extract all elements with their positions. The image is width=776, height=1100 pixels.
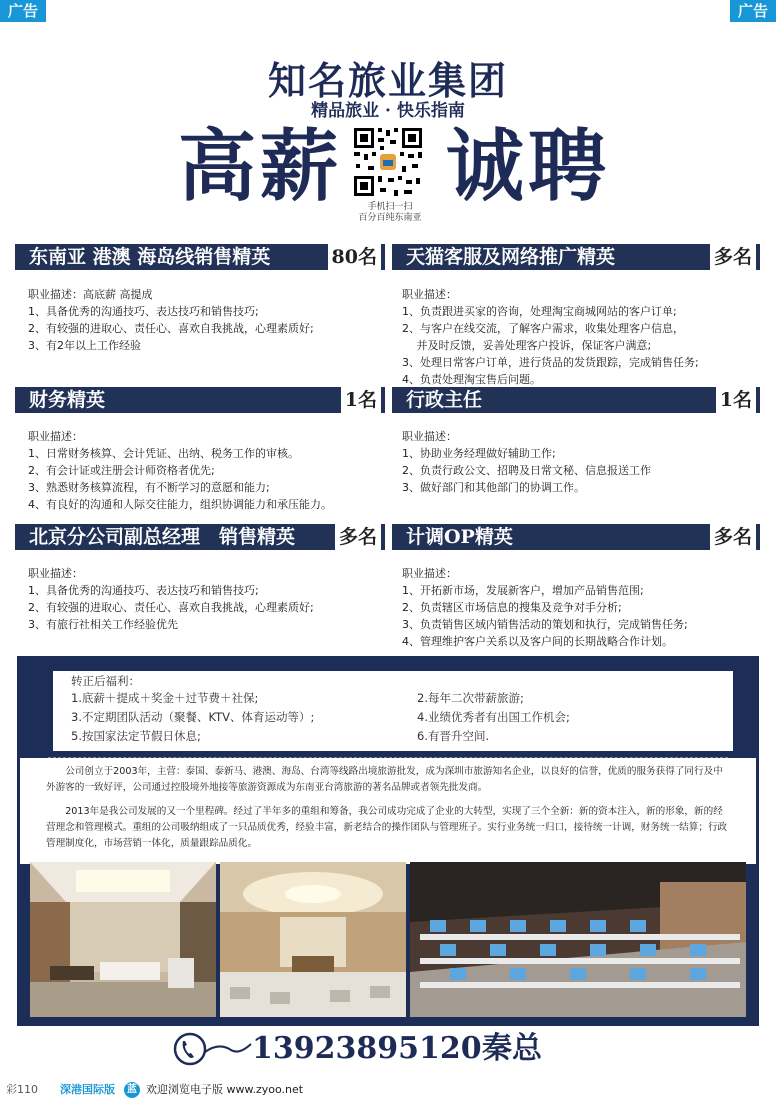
benefit-item: 6.有晋升空间. — [417, 729, 490, 743]
benefit-item: 5.按国家法定节假日休息; — [71, 729, 201, 743]
edition-label: 深港国际版 — [60, 1083, 115, 1096]
page-number: 彩110 — [6, 1083, 38, 1096]
job-bar-finance — [15, 387, 385, 413]
desc-line: 职业描述： — [28, 567, 83, 580]
job-count: 1名 — [716, 387, 756, 413]
job-title: 财务精英 — [29, 389, 106, 411]
desc-line: 2、与客户在线交流，了解客户需求，收集处理客户信息， — [402, 322, 684, 335]
job-desc-beijing-vp — [28, 565, 388, 633]
desc-line: 职业描述： — [402, 567, 457, 580]
desc-line: 职业描述： — [402, 288, 457, 301]
desc-line: 并及时反馈，妥善处理客户投诉，保证客户满意; — [402, 339, 652, 352]
contact-name: 秦总 — [482, 1031, 542, 1066]
desc-line: 2、有较强的进取心、责任心、喜欢自我挑战，心理素质好; — [28, 601, 314, 614]
phone-number[interactable]: 13923895120 — [252, 1031, 482, 1066]
benefits-box — [53, 671, 733, 751]
desc-line: 1、具备优秀的沟通技巧、表达技巧和销售技巧; — [28, 584, 259, 597]
job-count: 多名 — [710, 524, 756, 550]
job-count: 多名 — [335, 524, 381, 550]
phone-icon — [172, 1032, 212, 1066]
job-title: 天猫客服及网络推广精英 — [406, 246, 616, 268]
qr-code-icon[interactable] — [352, 126, 424, 198]
desc-line: 2、有较强的进取心、责任心、喜欢自我挑战，心理素质好; — [28, 322, 314, 335]
desc-line: 1、协助业务经理做好辅助工作; — [402, 447, 556, 460]
intro-paragraph: 2013年是我公司发展的又一个里程碑。经过了半年多的重组和筹备，我公司成功完成了企业的大转型，实现了三个全新：新的资本注入，新的形象，新的经营理念和管理模式。重组的公司吸纳组成了一只品质优秀，经验丰富，新老结合的操作团队与管理班子。实行业务统一归口，接待统一计调，财务统一结算；行政管理制度化，市场营销一体化，质量跟踪品质化。 — [46, 806, 728, 849]
job-bar-admin — [392, 387, 760, 413]
intro-paragraph: 公司创立于2003年，主营：泰国、泰新马、港澳、海岛、台湾等线路出境旅游批发，成为深圳市旅游知名企业，以良好的信誉，优质的服务获得了同行及中外游客的一致好评，公司通过控股境外地接等旅游资源成为东南亚台湾旅游的著名品牌或者领先批发商。 — [46, 766, 723, 793]
benefits-title: 转正后福利： — [71, 674, 140, 688]
job-title: 东南亚 港澳 海岛线销售精英 — [29, 246, 271, 268]
ad-tag-right: 广告 — [730, 0, 776, 22]
job-bar-op — [392, 524, 760, 550]
job-title: 行政主任 — [406, 389, 483, 411]
job-desc-finance — [28, 428, 388, 513]
company-name: 知名旅业集团 — [267, 58, 508, 103]
job-desc-admin — [402, 428, 774, 496]
job-title: 北京分公司副总经理 销售精英 — [29, 526, 296, 548]
job-count: 80名 — [328, 244, 381, 270]
brand-logo-icon: 蓝 — [124, 1082, 140, 1098]
desc-line: 1、开拓新市场，发展新客户，增加产品销售范围; — [402, 584, 644, 597]
welcome-link[interactable]: 欢迎浏览电子版 www.zyoo.net — [146, 1083, 304, 1096]
benefit-item: 4.业绩优秀者有出国工作机会; — [417, 710, 570, 724]
benefit-item: 3.不定期团队活动（聚餐、KTV、体育运动等）; — [71, 710, 315, 724]
headline-right: 诚聘 — [446, 121, 611, 212]
desc-line: 职业描述： — [28, 430, 83, 443]
job-bar-southeast-asia-sales — [15, 244, 385, 270]
desc-line: 1、具备优秀的沟通技巧、表达技巧和销售技巧; — [28, 305, 259, 318]
desc-line: 4、负责处理淘宝售后问题。 — [402, 373, 541, 386]
job-desc-op — [402, 565, 774, 650]
job-count: 1名 — [341, 387, 381, 413]
desc-line: 3、处理日常客户订单，进行货品的发货跟踪，完成销售任务; — [402, 356, 699, 369]
job-title: 计调OP精英 — [406, 526, 513, 548]
company-intro — [20, 758, 756, 864]
desc-line: 1、日常财务核算、会计凭证、出纳、税务工作的审核。 — [28, 447, 299, 460]
benefit-item: 2.每年二次带薪旅游; — [417, 691, 524, 705]
office-photo-3 — [410, 862, 746, 1017]
footer — [0, 1080, 776, 1100]
divider — [48, 757, 728, 758]
desc-line: 3、有2年以上工作经验 — [28, 339, 141, 352]
desc-line: 职业描述：高底薪 高提成 — [28, 288, 153, 301]
job-desc-tmall-service — [402, 286, 774, 388]
desc-line: 3、有旅行社相关工作经验优先 — [28, 618, 178, 631]
benefit-item: 1.底薪＋提成＋奖金＋过节费＋社保; — [71, 691, 259, 705]
desc-line: 1、负责跟进买家的咨询，处理淘宝商城网站的客户订单; — [402, 305, 677, 318]
job-desc-southeast-asia-sales — [28, 286, 388, 354]
job-bar-beijing-vp — [15, 524, 385, 550]
desc-line: 4、管理维护客户关系以及客户间的长期战略合作计划。 — [402, 635, 673, 648]
desc-line: 职业描述： — [402, 430, 457, 443]
headline-left: 高薪 — [178, 121, 343, 212]
desc-line: 2、负责辖区市场信息的搜集及竞争对手分析; — [402, 601, 622, 614]
qr-caption-tagline: 百分百纯东南亚 — [358, 213, 422, 223]
desc-line: 2、有会计证或注册会计师资格者优先; — [28, 464, 215, 477]
slogan: 精品旅业 · 快乐指南 — [311, 101, 465, 121]
job-bar-tmall-service — [392, 244, 760, 270]
qr-caption-scan: 手机扫一扫 — [367, 202, 413, 212]
ad-tag-left: 广告 — [0, 0, 46, 22]
office-photo-1 — [30, 862, 216, 1017]
desc-line: 3、做好部门和其他部门的协调工作。 — [402, 481, 585, 494]
contact-row — [0, 1030, 776, 1070]
desc-line: 3、熟悉财务核算流程，有不断学习的意愿和能力; — [28, 481, 270, 494]
desc-line: 3、负责销售区域内销售活动的策划和执行，完成销售任务; — [402, 618, 688, 631]
desc-line: 2、负责行政公文、招聘及日常文秘、信息报送工作 — [402, 464, 651, 477]
office-photo-2 — [220, 862, 406, 1017]
desc-line: 4、有良好的沟通和人际交往能力，组织协调能力和承压能力。 — [28, 498, 332, 511]
job-count: 多名 — [710, 244, 756, 270]
